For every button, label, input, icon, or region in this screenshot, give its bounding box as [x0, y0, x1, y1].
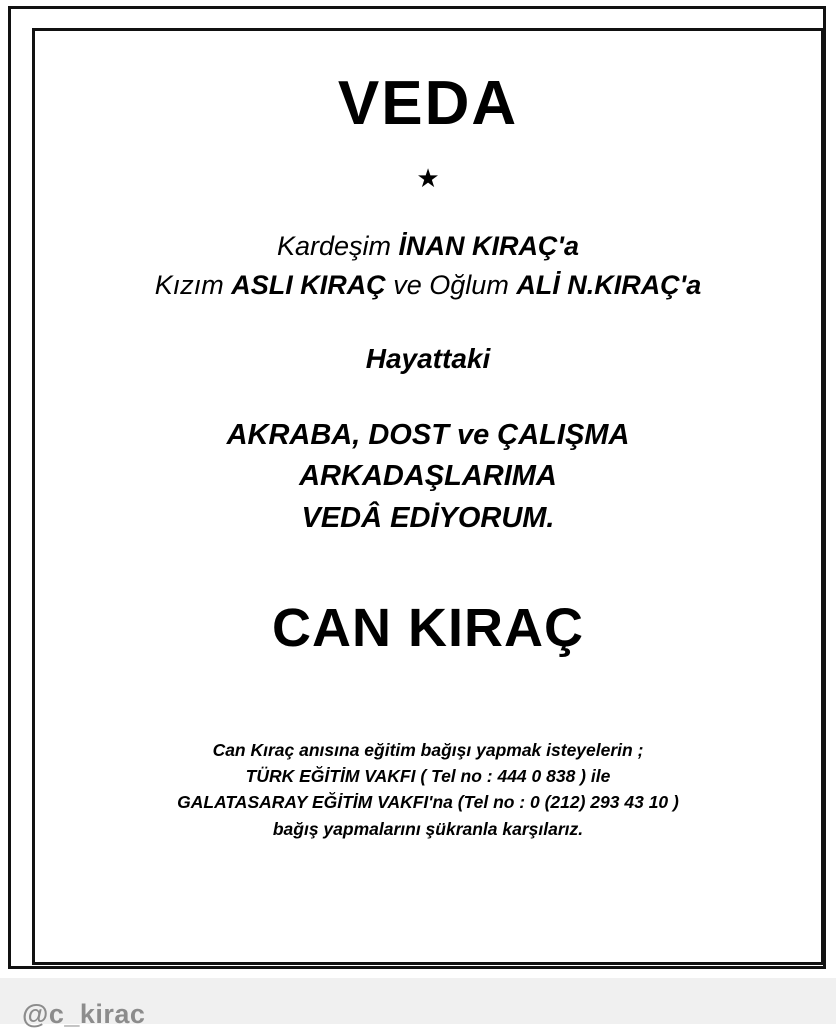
dedication-block: [155, 227, 702, 305]
dedication-line-2-name-2: ALİ N.KIRAÇ'a: [516, 270, 702, 301]
dedication-line-2-prefix-2: Oğlum: [429, 270, 517, 301]
middle-line: Hayattaki: [365, 343, 491, 375]
star-icon: ★: [416, 163, 440, 193]
dedication-line-2-name-1: ASLI KIRAÇ: [231, 270, 386, 301]
footnote-line-3: GALATASARAY EĞİTİM VAKFI'na (Tel no : 0 (212) 293 43 10 ): [177, 792, 679, 813]
social-handle: @c_kirac: [22, 999, 146, 1029]
signature-name: CAN KIRAÇ: [272, 597, 584, 658]
dedication-line-1-name: İNAN KIRAÇ'a: [398, 231, 579, 261]
notice-inner-frame: [32, 28, 824, 965]
dedication-line-2-conjunction: ve: [385, 270, 430, 301]
footnote-block: [177, 737, 679, 842]
dedication-line-1: [155, 227, 702, 266]
body-block: [227, 415, 630, 539]
dedication-line-2: [155, 266, 702, 305]
footnote-line-1: Can Kıraç anısına eğitim bağışı yapmak isteyelerin ;: [212, 739, 644, 760]
body-line-2: ARKADAŞLARIMA: [299, 460, 557, 493]
dedication-line-1-prefix: Kardeşim: [277, 231, 399, 261]
notice-outer-frame: [8, 6, 826, 969]
footnote-line-4: bağış yapmalarını şükranla karşılarız.: [272, 818, 584, 839]
footnote-line-2: TÜRK EĞİTİM VAKFI ( Tel no : 444 0 838 ) ile: [245, 766, 611, 787]
bottom-strip: [0, 978, 836, 1029]
body-line-1: AKRABA, DOST ve ÇALIŞMA: [226, 419, 630, 452]
page-title: VEDA: [337, 69, 519, 138]
body-line-3: VEDÂ EDİYORUM.: [301, 501, 555, 534]
dedication-line-2-prefix: Kızım: [154, 270, 232, 301]
